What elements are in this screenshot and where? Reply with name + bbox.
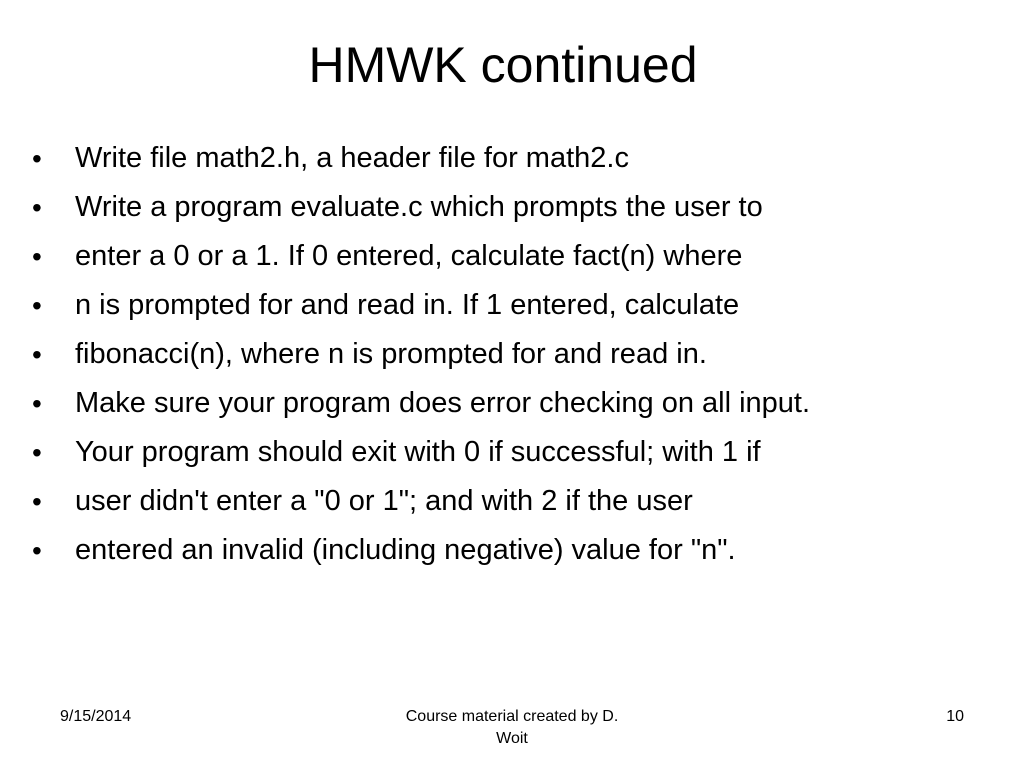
bullet-text: user didn't enter a "0 or 1"; and with 2 if the user (75, 485, 693, 517)
bullet-text: Write a program evaluate.c which prompts the user to (75, 191, 763, 223)
bullet-icon: • (32, 289, 42, 321)
footer-credit-line-1: Course material created by D. (405, 708, 619, 725)
bullet-icon: • (32, 338, 42, 370)
bullet-icon: • (32, 387, 42, 419)
footer-credit-line-2: Woit (496, 730, 528, 747)
bullet-item (32, 330, 992, 379)
page-number: 10 (946, 708, 964, 725)
bullet-text: enter a 0 or a 1. If 0 entered, calculate fact(n) where (75, 240, 743, 272)
bullet-item (32, 134, 992, 183)
bullet-item (32, 477, 992, 526)
bullet-item (32, 526, 992, 575)
bullet-text: fibonacci(n), where n is prompted for and read in. (75, 338, 707, 370)
slide-title: HMWK continued (308, 37, 698, 93)
bullet-icon: • (32, 142, 42, 174)
bullet-icon: • (32, 534, 42, 566)
bullet-icon: • (32, 485, 42, 517)
bullet-item (32, 281, 992, 330)
bullet-text: Your program should exit with 0 if successful; with 1 if (75, 436, 761, 468)
footer-credit (370, 706, 654, 750)
bullet-item (32, 183, 992, 232)
bullet-item (32, 379, 992, 428)
bullet-icon: • (32, 436, 42, 468)
bullet-text: Write file math2.h, a header file for math2.c (75, 142, 629, 174)
bullet-item (32, 428, 992, 477)
bullet-item (32, 232, 992, 281)
bullet-icon: • (32, 240, 42, 272)
bullet-text: Make sure your program does error checking on all input. (75, 387, 811, 419)
bullet-text: n is prompted for and read in. If 1 entered, calculate (75, 289, 740, 321)
bullet-list (32, 134, 992, 575)
bullet-text: entered an invalid (including negative) value for "n". (75, 534, 736, 566)
bullet-icon: • (32, 191, 42, 223)
footer-date: 9/15/2014 (60, 708, 132, 725)
